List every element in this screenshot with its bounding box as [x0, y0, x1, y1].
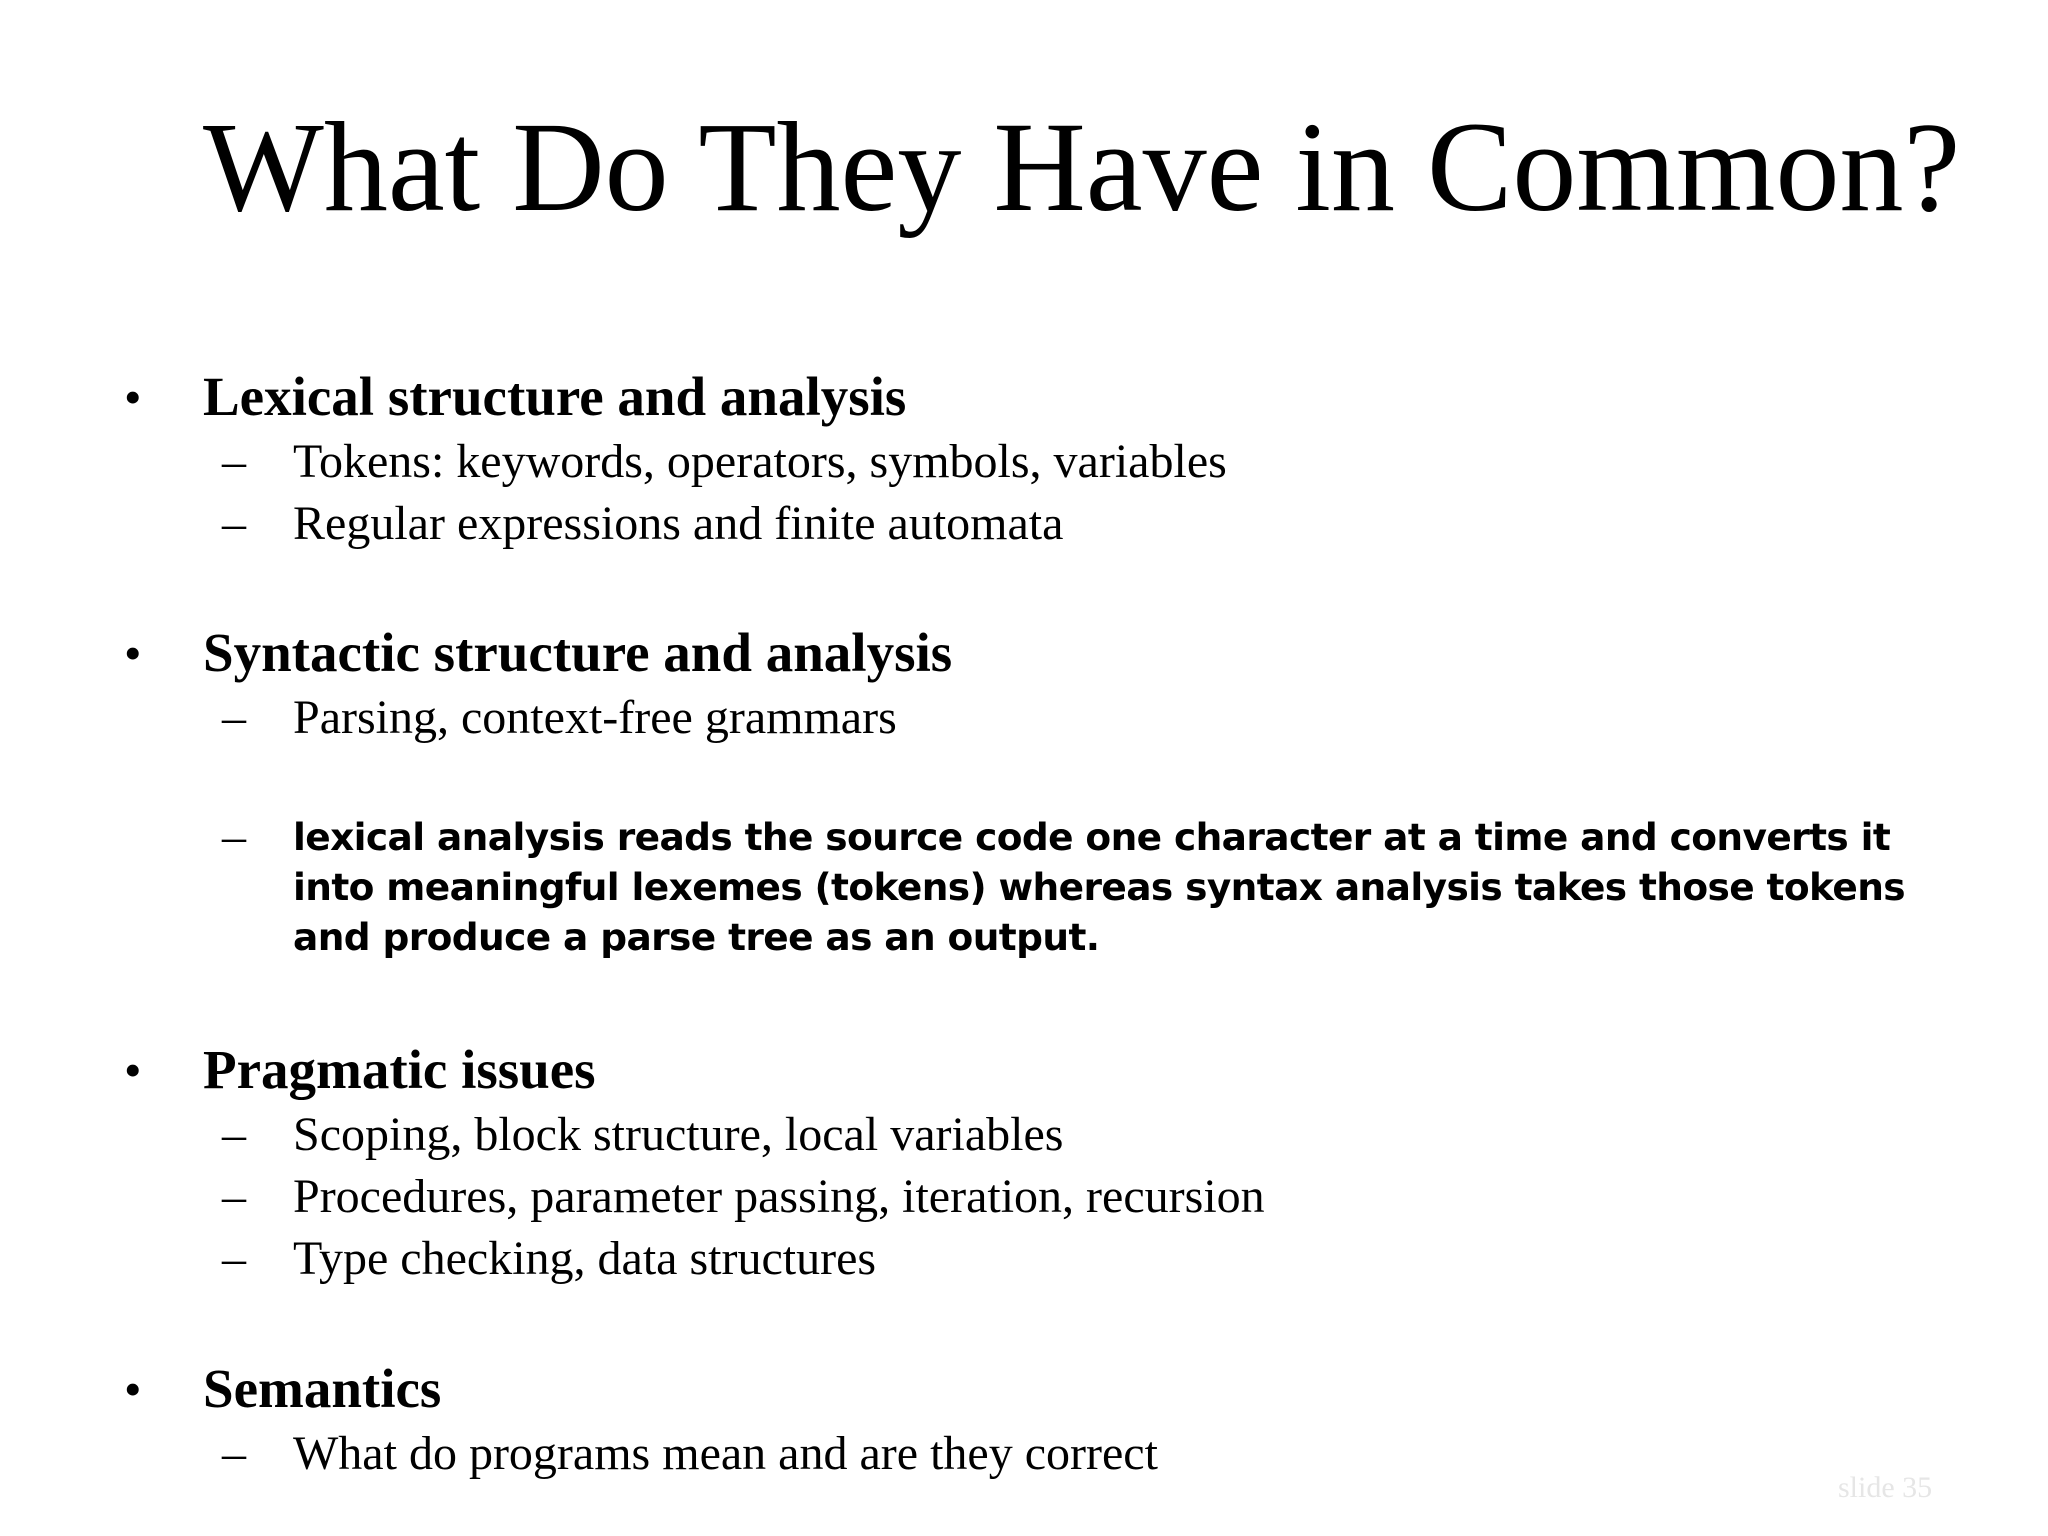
bullet-dot-icon: • [124, 1361, 142, 1417]
sub-item-tokens [0, 431, 2048, 493]
sub-item-text: Regular expressions and finite automata [293, 497, 1064, 550]
dash-icon: – [222, 435, 246, 488]
sub-item-type-checking [0, 1228, 2048, 1290]
bullet-dot-icon: • [124, 369, 142, 425]
sub-item-text: Type checking, data structures [293, 1232, 877, 1285]
sub-item-lexical-vs-syntax-note [0, 812, 2048, 972]
sub-item-text: Procedures, parameter passing, iteration, recursion [293, 1170, 1265, 1223]
bullet-heading-lexical: Lexical structure and analysis [203, 366, 907, 427]
note-line: lexical analysis reads the source code one character at a time and converts it [293, 815, 1891, 859]
sub-item-meaning [0, 1423, 2048, 1485]
dash-icon: – [222, 1427, 246, 1480]
dash-icon: – [222, 1232, 246, 1285]
bullet-dot-icon: • [124, 625, 142, 681]
sub-item-regex [0, 493, 2048, 555]
bullet-heading-semantics: Semantics [203, 1358, 442, 1419]
dash-icon: – [222, 691, 246, 744]
note-text [293, 812, 1963, 962]
sub-item-scoping [0, 1104, 2048, 1166]
dash-icon: – [222, 497, 246, 550]
note-line: and produce a parse tree as an output. [293, 915, 1100, 959]
bullet-heading-syntactic: Syntactic structure and analysis [203, 622, 953, 683]
bullet-dot-icon: • [124, 1042, 142, 1098]
slide-number: slide 35 [1838, 1471, 1933, 1504]
bullet-pragmatic [0, 1035, 2048, 1105]
bullet-semantics [0, 1354, 2048, 1424]
sub-item-procedures [0, 1166, 2048, 1228]
bullet-syntactic [0, 618, 2048, 688]
dash-icon: – [222, 1108, 246, 1161]
dash-icon: – [222, 810, 246, 863]
sub-item-text: Scoping, block structure, local variables [293, 1108, 1064, 1161]
note-line: into meaningful lexemes (tokens) whereas syntax analysis takes those tokens [293, 865, 1906, 909]
sub-item-text: Tokens: keywords, operators, symbols, variables [293, 435, 1227, 488]
dash-icon: – [222, 1170, 246, 1223]
sub-item-text: Parsing, context-free grammars [293, 691, 897, 744]
bullet-heading-pragmatic: Pragmatic issues [203, 1039, 596, 1100]
sub-item-parsing [0, 687, 2048, 749]
bullet-lexical [0, 362, 2048, 432]
sub-item-text: What do programs mean and are they correct [293, 1427, 1158, 1480]
slide-title: What Do They Have in Common? [203, 96, 1961, 238]
